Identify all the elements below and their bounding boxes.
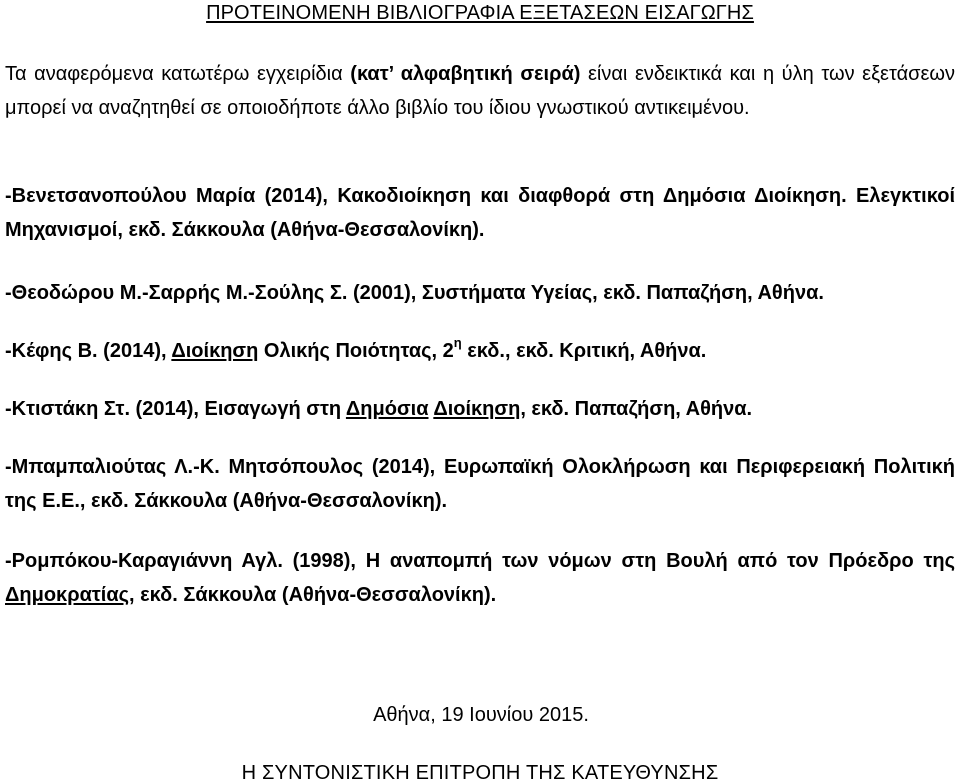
intro-text-end: είναι ενδεικτικά και η ύλη των εξετάσεων μπορεί να αναζητηθεί σε οποιοδήποτε άλλο βιβλίο του ίδιου γνωστικού αντικειμένου. <box>5 63 956 119</box>
closing-date: Αθήνα, 19 Ιουνίου 2015. <box>373 704 589 726</box>
page-title: ΠΡΟΤΕΙΝΟΜΕΝΗ ΒΙΒΛΙΟΓΡΑΦΙΑ ΕΞΕΤΑΣΕΩΝ ΕΙΣΑΓΩΓΗΣ <box>206 2 754 24</box>
intro-text-start: Τα αναφερόμενα κατωτέρω εγχειρίδια <box>5 63 351 85</box>
committee-signature: Η ΣΥΝΤΟΝΙΣΤΙΚΗ ΕΠΙΤΡΟΠΗ ΤΗΣ ΚΑΤΕΥΘΥΝΣΗΣ <box>241 762 719 783</box>
bibliography-entry-theodorou: -Θεοδώρου Μ.-Σαρρής Μ.-Σούλης Σ. (2001), Συστήματα Υγείας, εκδ. Παπαζήση, Αθήνα. <box>5 282 824 304</box>
entry-text: -Κέφης Β. (2014), <box>5 340 172 362</box>
entry-text: -Ρομπόκου-Καραγιάννη Αγλ. (1998), Η αναπομπή των νόμων στη Βουλή από τον Πρόεδρο της <box>5 550 955 572</box>
edition-superscript: η <box>453 335 462 350</box>
entry-underlined-word: Διοίκηση <box>171 340 259 362</box>
entry-text: Ολικής Ποιότητας, 2 <box>258 340 454 362</box>
bibliography-entry-ktistaki <box>5 392 955 426</box>
bibliography-entry-kefis <box>5 334 955 368</box>
intro-emphasis: (κατ’ αλφαβητική σειρά) <box>350 63 581 85</box>
entry-text: εκδ., εκδ. Κριτική, Αθήνα. <box>461 340 707 362</box>
entry-text: -Κτιστάκη Στ. (2014), Εισαγωγή στη <box>5 398 346 420</box>
bibliography-entry-rompokou <box>5 544 955 612</box>
entry-underlined-word: Δημοκρατίας <box>5 584 130 606</box>
bibliography-entry-venetsanopoulou: -Βενετσανοπούλου Μαρία (2014), Κακοδιοίκηση και διαφθορά στη Δημόσια Διοίκηση. Ελεγκτικοί Μηχανισμοί, εκδ. Σάκκουλα (Αθήνα-Θεσσαλονίκη). <box>5 185 955 241</box>
entry-text: , εκδ. Παπαζήση, Αθήνα. <box>520 398 753 420</box>
bibliography-entry-bampalioutas: -Μπαμπαλιούτας Λ.-Κ. Μητσόπουλος (2014), Ευρωπαϊκή Ολοκλήρωση και Περιφερειακή Πολιτική της Ε.Ε., εκδ. Σάκκουλα (Αθήνα-Θεσσαλονίκη). <box>5 456 955 512</box>
entry-underlined-word: Διοίκηση <box>433 398 521 420</box>
entry-text: , εκδ. Σάκκουλα (Αθήνα-Θεσσαλονίκη). <box>129 584 497 606</box>
entry-underlined-word: Δημόσια <box>345 398 429 420</box>
intro-paragraph <box>5 57 955 125</box>
